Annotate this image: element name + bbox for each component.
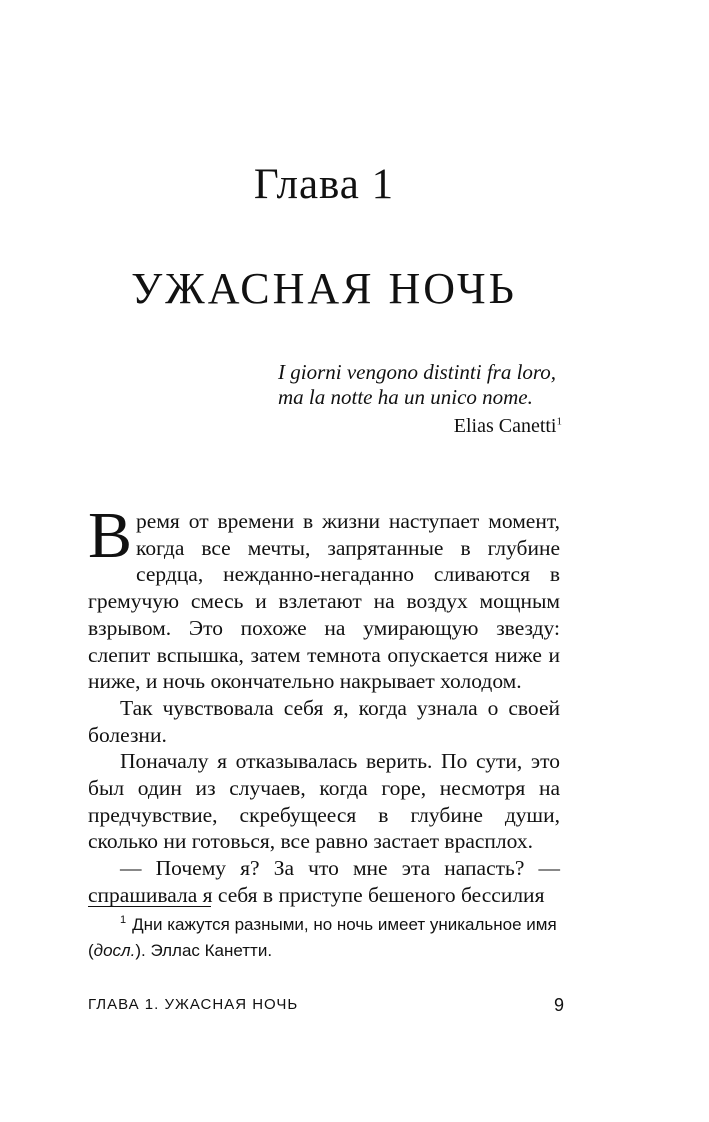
paragraph-4: — Почему я? За что мне эта напасть? — спрашивала я себя в приступе бешеного бессилия <box>88 856 560 907</box>
paragraph-3: Поначалу я отказывалась верить. По сути, это был один из случаев, когда горе, несмотря на предчувствие, скребущееся в глубине души, сколько ни готовься, все равно застает врасплох. <box>88 749 560 854</box>
epigraph-line-2: ma la notte ha un unico nome. <box>278 385 533 409</box>
page-number: 9 <box>553 995 564 1015</box>
epigraph <box>278 360 562 439</box>
footnote-number: 1 <box>120 914 127 927</box>
footnote-divider <box>88 906 211 907</box>
epigraph-line-1: I giorni vengono distinti fra loro, <box>278 360 557 384</box>
footnote-abbr: досл. <box>93 941 136 960</box>
chapter-label: Глава 1 <box>253 161 395 208</box>
running-footer <box>88 994 564 1016</box>
body-text <box>88 499 560 909</box>
epigraph-footnote-ref[interactable]: 1 <box>556 415 562 428</box>
paragraph-1-text: ремя от времени в жизни наступает момент, когда все мечты, запрятанные в глубине сердца, нежданно-негаданно сливаются в гремучую смесь и взлетают на воздух мощным взрывом. Это похоже на умирающую звезду: слепит вспышка, затем темнота опускается ниже и ниже, и ночь окончательно накрывает холодом. <box>88 509 560 694</box>
running-head: ГЛАВА 1. УЖАСНАЯ НОЧЬ <box>88 996 299 1013</box>
drop-cap: В <box>88 499 133 572</box>
epigraph-author-line <box>278 414 562 439</box>
footnote-text-after: ). Эллас Канетти. <box>135 941 273 960</box>
paragraph-1 <box>88 499 560 695</box>
paragraph-2: Так чувствовала себя я, когда узнала о своей болезни. <box>88 695 560 747</box>
chapter-title: УЖАСНАЯ НОЧЬ <box>131 264 517 313</box>
footnote-text-before: Дни кажутся разными, но ночь имеет уникальное имя ( <box>88 915 557 960</box>
footnote <box>88 912 560 964</box>
epigraph-author: Elias Canetti <box>453 415 557 437</box>
